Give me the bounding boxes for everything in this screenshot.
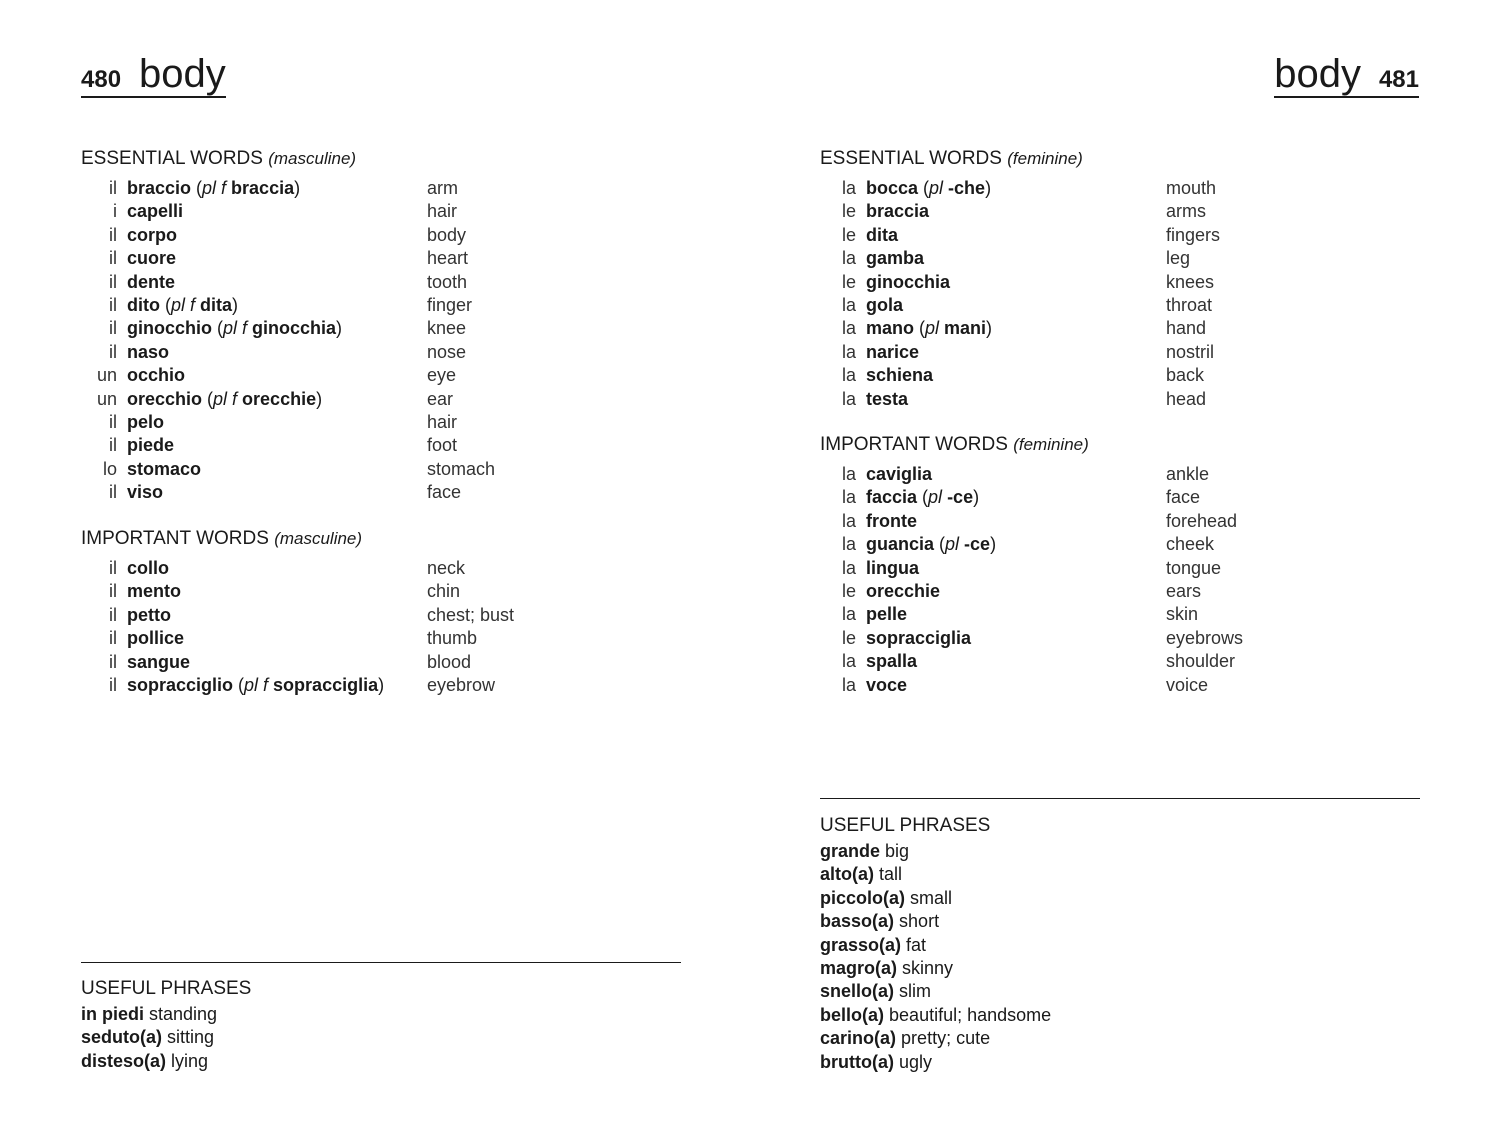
phrase-italian: magro(a): [820, 957, 898, 978]
vocab-entry: [820, 486, 1201, 509]
essential-words-section: [81, 147, 496, 504]
translation: ear: [427, 388, 454, 409]
phrase-italian: grande: [820, 841, 881, 861]
translation: ears: [1166, 580, 1202, 601]
vocab-entry: [820, 650, 1236, 673]
italian-word: pollice: [127, 628, 185, 649]
article: un: [96, 365, 117, 386]
section-heading: USEFUL PHRASES: [820, 815, 991, 836]
italian-word: piede: [127, 435, 175, 456]
right-page: [750, 0, 1500, 1136]
vocab-entry: [81, 411, 458, 434]
article: il: [109, 674, 117, 695]
entry-list: [81, 557, 515, 697]
translation: cheek: [1166, 534, 1215, 555]
article: la: [841, 604, 856, 625]
important-words-section: [820, 433, 1244, 697]
vocab-entry: [81, 364, 457, 387]
phrase-entry: [820, 957, 1051, 980]
vocab-entry: [81, 434, 458, 457]
italian-word: ginocchia: [866, 271, 951, 292]
article: le: [841, 201, 856, 222]
phrase-english: skinny: [902, 957, 954, 978]
vocab-entry: [820, 177, 1217, 200]
article: il: [109, 435, 117, 456]
translation: chin: [427, 581, 461, 602]
phrase-italian: carino(a): [820, 1028, 897, 1049]
vocab-entry: [820, 364, 1205, 387]
article: i: [113, 201, 117, 222]
translation: skin: [1166, 604, 1199, 625]
translation: nostril: [1166, 341, 1215, 362]
italian-word: testa: [866, 388, 909, 409]
italian-word: corpo: [127, 224, 178, 245]
translation: back: [1166, 365, 1205, 386]
phrase-english: short: [899, 911, 940, 932]
article: la: [841, 510, 856, 531]
phrase-italian: grasso(a): [820, 934, 902, 955]
phrase-entry: [820, 1027, 1051, 1050]
vocab-entry: [820, 271, 1215, 294]
article: il: [109, 604, 117, 625]
translation: mouth: [1166, 178, 1217, 198]
phrase-entry: [820, 910, 1051, 933]
section-heading: IMPORTANT WORDS (feminine): [820, 434, 1089, 455]
phrase-english: slim: [899, 981, 932, 1002]
phrase-english: small: [910, 887, 953, 908]
article: la: [841, 534, 856, 555]
vocab-entry: [81, 317, 467, 340]
page-number: 480: [81, 66, 122, 93]
phrase-italian: basso(a): [820, 911, 895, 932]
translation: knee: [427, 318, 467, 339]
vocab-entry: [820, 603, 1199, 626]
phrase-entry: [820, 840, 1051, 863]
translation: nose: [427, 341, 467, 362]
translation: finger: [427, 294, 473, 315]
vocab-entry: [81, 651, 472, 674]
vocab-entry: [820, 580, 1202, 603]
entry-list: [820, 177, 1221, 411]
translation: knees: [1166, 271, 1215, 292]
article: le: [841, 580, 856, 601]
article: il: [109, 248, 117, 269]
phrase-entry: [820, 1051, 1051, 1074]
translation: ankle: [1166, 464, 1210, 484]
useful-phrases: [81, 977, 251, 1073]
vocab-entry: [81, 341, 467, 364]
vocab-entry: [81, 481, 462, 504]
phrase-english: ugly: [899, 1051, 933, 1072]
important-words-section: [81, 527, 515, 697]
translation: face: [427, 482, 462, 503]
section-heading: ESSENTIAL WORDS (masculine): [81, 148, 357, 169]
translation: thumb: [427, 628, 478, 649]
phrase-italian: snello(a): [820, 981, 895, 1002]
phrase-english: lying: [171, 1050, 209, 1071]
translation: face: [1166, 487, 1201, 508]
phrase-english: standing: [149, 1004, 218, 1024]
vocab-entry: [81, 388, 454, 411]
phrase-italian: bello(a): [820, 1004, 885, 1025]
article: la: [841, 178, 856, 198]
phrase-english: sitting: [167, 1027, 215, 1048]
vocab-entry: [820, 294, 1213, 317]
italian-word: bocca (pl -che): [866, 178, 992, 198]
italian-word: orecchie: [866, 580, 941, 601]
phrase-italian: alto(a): [820, 864, 874, 885]
article: il: [109, 558, 117, 578]
italian-word: schiena: [866, 365, 934, 386]
vocab-entry: [81, 247, 469, 270]
vocab-entry: [81, 200, 458, 223]
phrase-entry: [820, 863, 1051, 886]
phrase-english: tall: [879, 864, 903, 885]
italian-word: occhio: [127, 365, 186, 386]
italian-word: sopracciglio (pl f sopracciglia): [127, 674, 385, 695]
translation: eyebrows: [1166, 627, 1244, 648]
page-title: body: [139, 52, 226, 96]
vocab-entry: [81, 294, 473, 317]
entry-list: [81, 177, 496, 504]
article: il: [109, 411, 117, 432]
vocab-entry: [81, 271, 468, 294]
translation: forehead: [1166, 510, 1238, 531]
phrase-entry: [820, 887, 1051, 910]
article: la: [841, 365, 856, 386]
article: le: [841, 627, 856, 648]
article: il: [109, 224, 117, 245]
translation: head: [1166, 388, 1207, 409]
article: la: [841, 294, 856, 315]
phrase-english: fat: [906, 934, 927, 955]
phrase-entry: [820, 934, 1051, 957]
vocab-entry: [820, 317, 1207, 340]
translation: hair: [427, 201, 458, 222]
italian-word: gola: [866, 294, 904, 315]
italian-word: stomaco: [127, 458, 202, 479]
italian-word: spalla: [866, 651, 918, 672]
italian-word: narice: [866, 341, 920, 362]
vocab-entry: [820, 224, 1221, 247]
translation: body: [427, 224, 467, 245]
translation: fingers: [1166, 224, 1221, 245]
italian-word: pelo: [127, 411, 165, 432]
article: il: [109, 628, 117, 649]
italian-word: dita: [866, 224, 899, 245]
vocab-entry: [81, 557, 466, 580]
article: il: [109, 651, 117, 672]
translation: hair: [427, 411, 458, 432]
vocab-entry: [81, 580, 461, 603]
article: le: [841, 271, 856, 292]
vocab-entry: [820, 247, 1191, 270]
phrase-english: pretty; cute: [901, 1028, 991, 1049]
translation: hand: [1166, 318, 1207, 339]
translation: arm: [427, 178, 458, 198]
phrase-english: beautiful; handsome: [889, 1004, 1052, 1025]
article: la: [841, 487, 856, 508]
translation: eyebrow: [427, 674, 496, 695]
article: la: [841, 674, 856, 695]
article: la: [841, 341, 856, 362]
phrase-entry: [820, 980, 1051, 1003]
phrase-italian: piccolo(a): [820, 887, 906, 908]
article: il: [109, 341, 117, 362]
translation: blood: [427, 651, 472, 672]
phrase-italian: disteso(a): [81, 1050, 167, 1071]
italian-word: pelle: [866, 604, 908, 625]
article: la: [841, 318, 856, 339]
translation: chest; bust: [427, 604, 515, 625]
vocab-entry: [820, 463, 1210, 486]
translation: neck: [427, 558, 466, 578]
translation: voice: [1166, 674, 1209, 695]
article: il: [109, 178, 117, 198]
italian-word: caviglia: [866, 464, 933, 484]
section-heading: ESSENTIAL WORDS (feminine): [820, 148, 1083, 169]
translation: foot: [427, 435, 458, 456]
page-title: body: [1274, 52, 1361, 96]
italian-word: braccio (pl f braccia): [127, 178, 301, 198]
phrase-list: [820, 840, 1051, 1074]
vocab-entry: [81, 674, 496, 697]
translation: arms: [1166, 201, 1206, 222]
phrase-entry: [81, 1050, 251, 1073]
italian-word: braccia: [866, 201, 930, 222]
vocab-entry: [820, 200, 1206, 223]
essential-words-section: [820, 147, 1221, 411]
vocab-entry: [820, 557, 1222, 580]
phrase-entry: [820, 1004, 1051, 1027]
useful-phrases: [820, 814, 1051, 1074]
phrase-italian: seduto(a): [81, 1027, 162, 1048]
article: le: [841, 224, 856, 245]
italian-word: collo: [127, 558, 170, 578]
italian-word: faccia (pl -ce): [866, 487, 980, 508]
italian-word: cuore: [127, 248, 177, 269]
italian-word: dito (pl f dita): [127, 294, 239, 315]
italian-word: mento: [127, 581, 181, 602]
article: il: [109, 318, 117, 339]
section-heading: IMPORTANT WORDS (masculine): [81, 528, 363, 549]
phrase-italian: brutto(a): [820, 1051, 894, 1072]
italian-word: guancia (pl -ce): [866, 534, 997, 555]
article: la: [841, 557, 856, 578]
italian-word: naso: [127, 341, 170, 362]
translation: stomach: [427, 458, 496, 479]
vocab-entry: [81, 224, 467, 247]
vocab-entry: [820, 388, 1207, 411]
vocab-entry: [81, 627, 478, 650]
italian-word: sopracciglia: [866, 627, 972, 648]
italian-word: dente: [127, 271, 176, 292]
page-number: 481: [1378, 66, 1419, 93]
italian-word: fronte: [866, 510, 917, 531]
entry-list: [820, 463, 1244, 697]
translation: tooth: [427, 271, 468, 292]
article: il: [109, 581, 117, 602]
translation: tongue: [1166, 557, 1222, 578]
article: la: [841, 388, 856, 409]
divider: [81, 962, 681, 963]
translation: eye: [427, 365, 457, 386]
italian-word: petto: [127, 604, 171, 625]
vocab-entry: [820, 533, 1215, 556]
translation: leg: [1166, 248, 1191, 269]
phrase-entry: [81, 1003, 251, 1026]
article: la: [841, 464, 856, 484]
italian-word: voce: [866, 674, 908, 695]
divider: [820, 798, 1420, 799]
italian-word: orecchio (pl f orecchie): [127, 388, 323, 409]
article: la: [841, 651, 856, 672]
translation: heart: [427, 248, 469, 269]
article: il: [109, 271, 117, 292]
section-heading: USEFUL PHRASES: [81, 978, 252, 999]
page-header: [1274, 54, 1419, 98]
italian-word: ginocchio (pl f ginocchia): [127, 318, 343, 339]
article: la: [841, 248, 856, 269]
vocab-entry: [820, 341, 1215, 364]
vocab-entry: [820, 510, 1238, 533]
article: il: [109, 482, 117, 503]
italian-word: gamba: [866, 248, 925, 269]
phrase-entry: [81, 1026, 251, 1049]
page-header: [81, 54, 226, 98]
phrase-italian: in piedi: [81, 1004, 144, 1024]
translation: throat: [1166, 294, 1213, 315]
italian-word: lingua: [866, 557, 919, 578]
italian-word: capelli: [127, 201, 184, 222]
italian-word: mano (pl mani): [866, 318, 993, 339]
vocab-entry: [820, 627, 1244, 650]
article: lo: [102, 458, 117, 479]
phrase-english: big: [885, 841, 910, 861]
translation: shoulder: [1166, 651, 1236, 672]
article: un: [96, 388, 117, 409]
vocab-entry: [81, 604, 515, 627]
italian-word: viso: [127, 482, 164, 503]
phrase-list: [81, 1003, 251, 1073]
article: il: [109, 294, 117, 315]
vocab-entry: [81, 458, 496, 481]
italian-word: sangue: [127, 651, 191, 672]
vocab-entry: [820, 674, 1209, 697]
vocab-entry: [81, 177, 458, 200]
